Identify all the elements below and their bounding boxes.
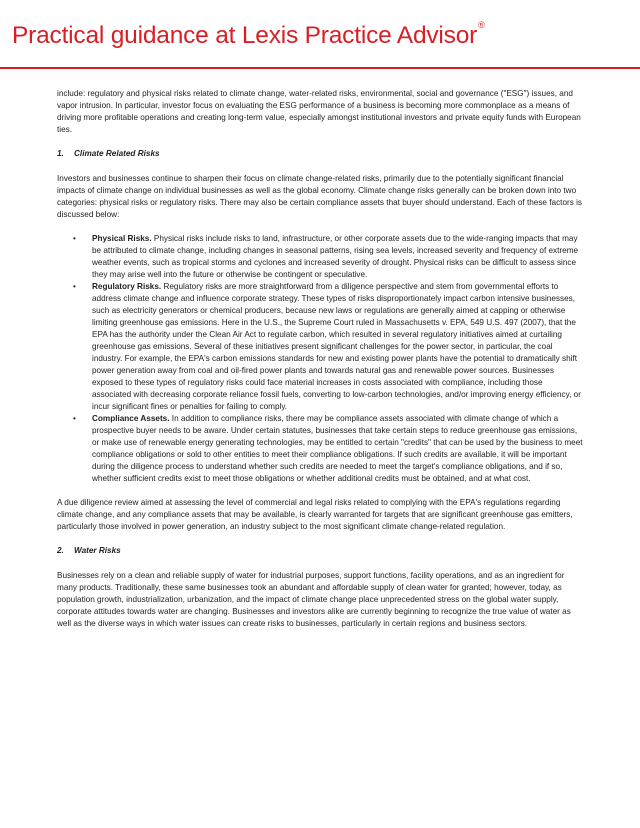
intro-paragraph: include: regulatory and physical risks related to climate change, water-related risks, environmental, social and governance ("ESG") issues, and vapor intrusion. In particular, investor focus on evaluating the ESG performance of a business is becoming more commonplace as a means of driving more profitable operations and creating long-term value, especially amongst institutional investors and private equity funds with European ties.	[57, 89, 581, 134]
bullet-compliance-assets	[57, 413, 583, 485]
document-body	[57, 88, 583, 642]
water-risks-paragraph: Businesses rely on a clean and reliable supply of water for industrial purposes, support functions, facility operations, and as an ingredient for many products. Traditionally, these same businesses took an abundant and affordable supply of clean water for granted; however, today, as population growth, industrialization, urbanization, and the impact of climate change place unprecedented stress on the global water supply, corporate attitudes towards water are changing. Businesses and investors alike are currently beginning to recognize the true value of water as well as the diverse ways in which water issues can create risks to businesses, particularly in certain regions and business sectors.	[57, 571, 571, 628]
section-heading-water	[57, 545, 583, 557]
header-rule	[0, 67, 640, 69]
bullet-text: In addition to compliance risks, there may be compliance assets associated with climate change of which a prospective buyer needs to be aware. Under certain statutes, businesses that take certain steps to reduce greenhouse gas emissions, or make use of renewable energy generating technologies, may be entitled to certain "credits" that can be used by the business to meet compliance obligations or sold to other entities to meet their compliance obligations. If such credits are available, it will be important during the diligence process to understand whether such credits are needed to meet the target's compliance obligations, and if so, whether sufficient credits exist to meet those obligations or whether additional credits must be obtained, and at what cost.	[92, 414, 583, 483]
risk-bullet-list	[57, 233, 583, 485]
section-title: Climate Related Risks	[74, 149, 160, 158]
section-heading-climate	[57, 148, 583, 160]
bullet-text: Physical risks include risks to land, infrastructure, or other corporate assets due to the wide-ranging impacts that may be attributed to climate change, including changes in seasonal patterns, rising sea levels, increased severity and frequency of extreme weather events, such as tropical storms and cyclones and increased severity of drought. Physical risks can be difficult to assess since they may arise well into the future or otherwise be contingent or speculative.	[92, 234, 579, 279]
header-title	[12, 19, 485, 50]
bullet-marker: •	[73, 414, 76, 423]
registered-mark: ®	[478, 19, 485, 30]
header-title-text: Practical guidance at Lexis Practice Advisor	[12, 22, 478, 49]
bullet-regulatory-risks	[57, 281, 583, 413]
bullet-term: Regulatory Risks.	[92, 282, 162, 291]
page-header	[0, 0, 640, 70]
bullet-marker: •	[73, 282, 76, 291]
section-number: 2.	[57, 546, 64, 555]
bullet-term: Physical Risks.	[92, 234, 152, 243]
bullet-marker: •	[73, 234, 76, 243]
climate-intro-paragraph: Investors and businesses continue to sharpen their focus on climate change-related risks, primarily due to the potentially significant financial impacts of climate change on individual businesses as well as the global economy. Climate change risks generally can be broken down into two categories: physical risks or regulatory risks. There may also be certain compliance assets that buyer should understand. Each of these factors is discussed below:	[57, 174, 583, 219]
section-number: 1.	[57, 149, 64, 158]
bullet-term: Compliance Assets.	[92, 414, 170, 423]
bullet-physical-risks	[57, 233, 583, 281]
bullet-text: Regulatory risks are more straightforward from a diligence perspective and stem from governmental efforts to address climate change and influence corporate strategy. These types of risks disproportionately impact carbon intensive businesses, such as electricity generators or chemical producers, because new laws or regulations are generally aimed at capping or otherwise limiting greenhouse gas emissions. Here in the U.S., the Supreme Court ruled in Massachusetts v. EPA, 549 U.S. 497 (2007), that the EPA has the authority under the Clean Air Act to regulate carbon, which resulted in several regulatory initiatives aimed at curtailing greenhouse gas emissions. Several of these initiatives present significant challenges for the power sector, in particular, the coal industry. For example, the EPA's carbon emissions standards for new and existing power plants have the potential to dramatically shift power generation away from coal and oil-fired power plants and towards natural gas and renewable power sources. Businesses exposed to these types of regulatory risks could face material increases in costs associated with compliance, including those associated with decreasing corporate reliance fossil fuels, converting to low-carbon technologies, and/or improving energy efficiency, or incur significant fines or penalties for failing to comply.	[92, 282, 581, 411]
section-title: Water Risks	[74, 546, 121, 555]
climate-closing-paragraph: A due diligence review aimed at assessing the level of commercial and legal risks related to complying with the EPA's regulations regarding climate change, and any compliance assets that may be available, is clearly warranted for targets that are significant greenhouse gas emitters, particularly those involved in power generation, an industry subject to the most significant climate change-related regulation.	[57, 498, 573, 531]
